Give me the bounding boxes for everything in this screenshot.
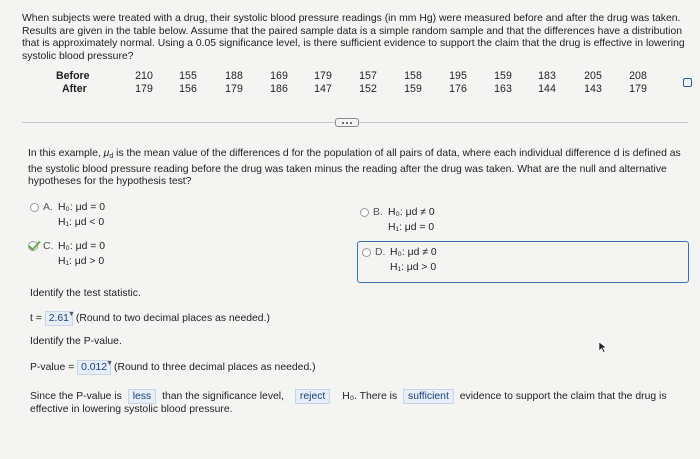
test-stat-prompt: Identify the test statistic. <box>30 288 141 299</box>
radio-b[interactable] <box>360 208 369 217</box>
expand-more-button[interactable] <box>335 118 359 127</box>
before-row <box>46 70 666 83</box>
evidence-dropdown[interactable]: sufficient <box>403 389 454 404</box>
option-a-h1: H₁: μd < 0 <box>58 217 105 228</box>
cursor-icon <box>598 341 608 353</box>
after-cell: 152 <box>359 83 377 95</box>
p-value-answer[interactable] <box>77 360 114 375</box>
mu-subscript: d <box>109 153 114 160</box>
after-label: After <box>62 83 87 95</box>
p-value-prefix: P-value = <box>30 362 75 373</box>
dot-icon <box>342 122 344 124</box>
p-value-prompt: Identify the P-value. <box>30 336 122 347</box>
before-cell: 210 <box>135 70 153 82</box>
copy-icon[interactable] <box>683 78 692 87</box>
before-cell: 208 <box>629 70 647 82</box>
option-c-h1: H₁: μd > 0 <box>58 256 105 267</box>
option-d-letter: D. <box>375 247 386 258</box>
option-a-letter: A. <box>43 202 53 213</box>
before-cell: 188 <box>225 70 243 82</box>
after-cell: 144 <box>538 83 556 95</box>
option-d-h1: H₁: μd > 0 <box>390 262 437 273</box>
before-cell: 157 <box>359 70 377 82</box>
intro-part-1: In this example, <box>28 148 104 159</box>
before-cell: 205 <box>584 70 602 82</box>
comparison-dropdown[interactable]: less <box>128 389 156 404</box>
before-cell: 169 <box>270 70 288 82</box>
after-cell: 186 <box>270 83 288 95</box>
dot-icon <box>346 122 348 124</box>
mu-symbol: μ <box>103 148 110 159</box>
test-stat-note: (Round to two decimal places as needed.) <box>75 313 270 324</box>
option-a[interactable] <box>30 200 230 232</box>
test-stat-value: 2.61 <box>48 313 69 324</box>
option-d[interactable] <box>362 245 562 277</box>
test-stat-line <box>30 311 270 326</box>
conclusion-line-1 <box>30 389 667 404</box>
option-c[interactable] <box>30 239 230 271</box>
conclusion-s3: H₀. There is <box>342 391 398 402</box>
before-cell: 183 <box>538 70 556 82</box>
conclusion-s2: than the significance level, <box>162 391 284 402</box>
after-cell: 176 <box>449 83 467 95</box>
data-table <box>46 70 666 96</box>
after-cell: 163 <box>494 83 512 95</box>
caret-icon: ▼ <box>68 311 75 318</box>
intro-part-2: is the mean value of the differences d for the population of all pairs of data, where each individual difference d is defined as the systolic blood pressure reading before the drug was taken minus the reading after the drug was taken. What are the null and alternative hypotheses for the hypothesis test? <box>28 148 681 188</box>
option-a-h0: H₀: μd = 0 <box>58 202 105 213</box>
before-label: Before <box>56 70 90 82</box>
test-stat-prefix: t = <box>30 313 42 324</box>
after-cell: 179 <box>135 83 153 95</box>
after-cell: 179 <box>225 83 243 95</box>
test-stat-answer[interactable] <box>45 311 73 326</box>
problem-statement: When subjects were treated with a drug, their systolic blood pressure readings (in mm Hg) were measured before and after the drug was taken. Results are given in the table below. Assume that the paired sample data is a simple random sample and that the differences have a distribution that is approximately normal. Using a 0.05 significance level, is there sufficient evidence to support the claim that the drug is effective in lowering systolic blood pressure? <box>22 13 685 62</box>
radio-d[interactable] <box>362 248 371 257</box>
option-d-h0: H₀: μd ≠ 0 <box>390 247 437 258</box>
before-cell: 155 <box>179 70 197 82</box>
before-cell: 195 <box>449 70 467 82</box>
check-icon <box>27 240 41 252</box>
decision-dropdown[interactable]: reject <box>295 389 330 404</box>
after-row <box>46 83 666 96</box>
conclusion-s4: evidence to support the claim that the drug is <box>459 391 667 402</box>
dot-icon <box>350 122 352 124</box>
option-b-letter: B. <box>373 207 383 218</box>
before-cell: 179 <box>314 70 332 82</box>
question-intro <box>28 148 688 189</box>
conclusion-s1: Since the P-value is <box>30 391 122 402</box>
before-cell: 158 <box>404 70 422 82</box>
option-b-h1: H₁: μd = 0 <box>388 222 435 233</box>
after-cell: 147 <box>314 83 332 95</box>
caret-icon: ▼ <box>106 360 114 367</box>
after-cell: 143 <box>584 83 602 95</box>
after-cell: 156 <box>179 83 197 95</box>
p-value-line <box>30 360 316 375</box>
p-value-note: (Round to three decimal places as needed.) <box>113 362 316 373</box>
before-cell: 159 <box>494 70 512 82</box>
option-c-letter: C. <box>43 241 54 252</box>
radio-a[interactable] <box>30 203 39 212</box>
after-cell: 179 <box>629 83 647 95</box>
p-value-value: 0.012 <box>81 362 108 373</box>
option-b-h0: H₀: μd ≠ 0 <box>388 207 435 218</box>
option-b[interactable] <box>360 205 560 237</box>
conclusion-line-2: effective in lowering systolic blood pressure. <box>30 404 233 415</box>
option-c-h0: H₀: μd = 0 <box>58 241 105 252</box>
after-cell: 159 <box>404 83 422 95</box>
